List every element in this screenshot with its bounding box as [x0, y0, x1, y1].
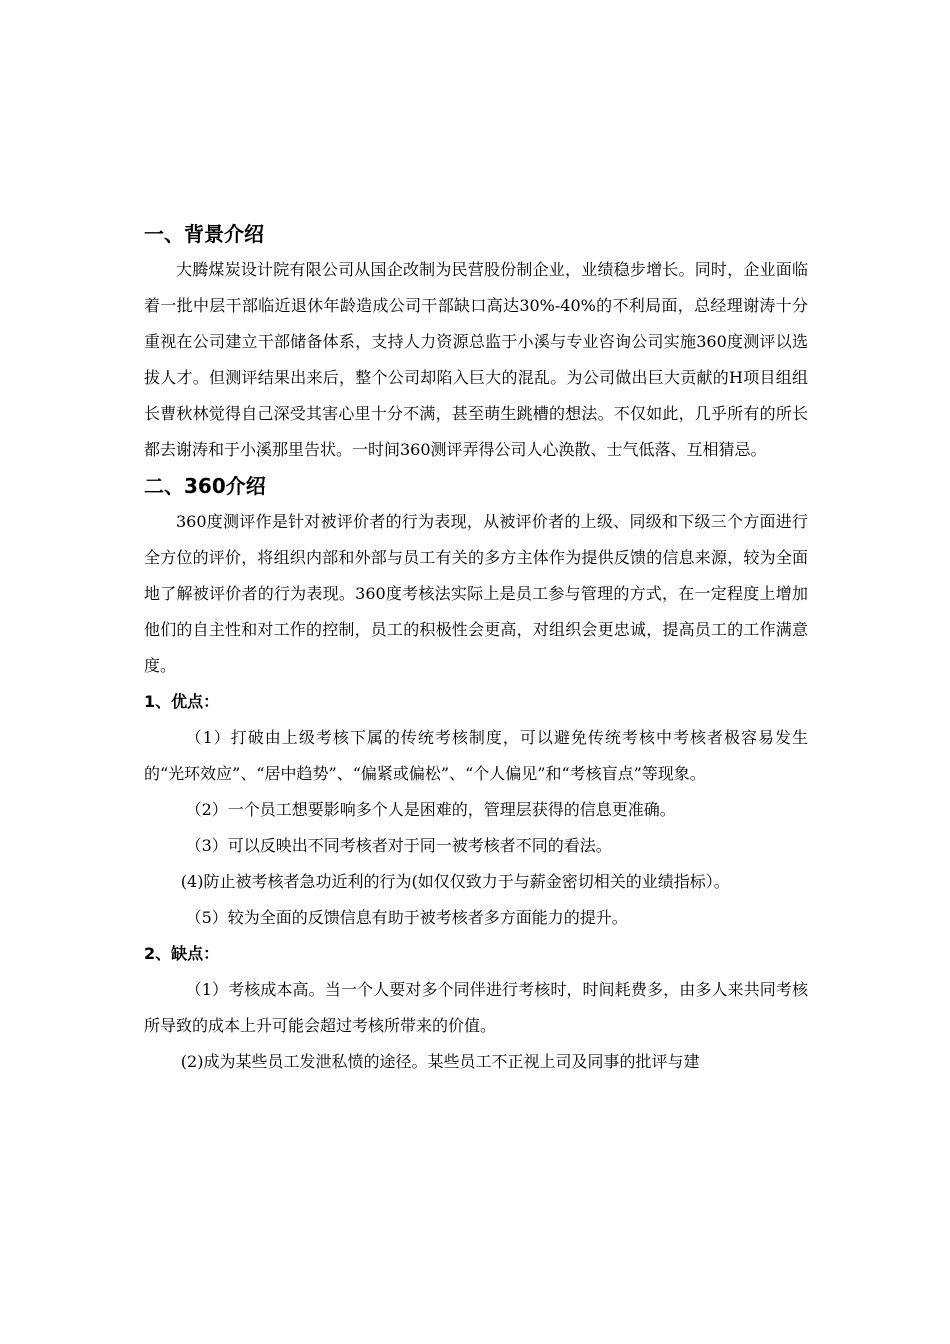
disadvantages-heading: 2、缺点：	[144, 944, 220, 963]
advantage-item-4: (4)防止被考核者急功近利的行为(如仅仅致力于与薪金密切相关的业绩指标）。	[180, 872, 730, 891]
section-1-heading: 一、背景介绍	[144, 222, 264, 246]
section-1-paragraph: 大腾煤炭设计院有限公司从国企改制为民营股份制企业，业绩稳步增长。同时，企业面临着一批中层干部临近退休年龄造成公司干部缺口高达30%-40%的不利局面，总经理谢涛十分重视在公司建立干部储备体系，支持人力资源总监于小溪与专业咨询公司实施360度测评以选拔人才。但测评结果出来后，整个公司却陷入巨大的混乱。为公司做出巨大贡献的H项目组组长曹秋林觉得自己深受其害心里十分不满，甚至萌生跳槽的想法。不仅如此，几乎所有的所长都去谢涛和于小溪那里告状。一时间360测评弄得公司人心涣散、士气低落、互相猜忌。	[144, 260, 808, 459]
advantage-item-2: （2）一个员工想要影响多个人是困难的，管理层获得的信息更准确。	[185, 800, 676, 819]
advantage-item-5: （5）较为全面的反馈信息有助于被考核者多方面能力的提升。	[185, 908, 628, 927]
section-2-paragraph: 360度测评作是针对被评价者的行为表现，从被评价者的上级、同级和下级三个方面进行全方位的评价，将组织内部和外部与员工有关的多方主体作为提供反馈的信息来源，较为全面地了解被评价者的行为表现。360度考核法实际上是员工参与管理的方式，在一定程度上增加他们的自主性和对工作的控制，员工的积极性会更高，对组织会更忠诚，提高员工的工作满意度。	[144, 512, 808, 675]
advantage-item-1: （1）打破由上级考核下属的传统考核制度，可以避免传统考核中考核者极容易发生的“光环效应”、“居中趋势”、“偏紧或偏松”、“个人偏见”和“考核盲点”等现象。	[144, 728, 808, 783]
advantages-heading: 1、优点：	[144, 692, 220, 711]
disadvantage-item-2: (2)成为某些员工发泄私愤的途径。某些员工不正视上司及同事的批评与建	[180, 1052, 700, 1071]
disadvantage-item-1: （1）考核成本高。当一个人要对多个同伴进行考核时，时间耗费多，由多人来共同考核所导致的成本上升可能会超过考核所带来的价值。	[144, 980, 808, 1035]
advantage-item-3: （3）可以反映出不同考核者对于同一被考核者不同的看法。	[185, 836, 612, 855]
section-2-heading: 二、360介绍	[144, 474, 266, 498]
document-page	[144, 216, 808, 1080]
